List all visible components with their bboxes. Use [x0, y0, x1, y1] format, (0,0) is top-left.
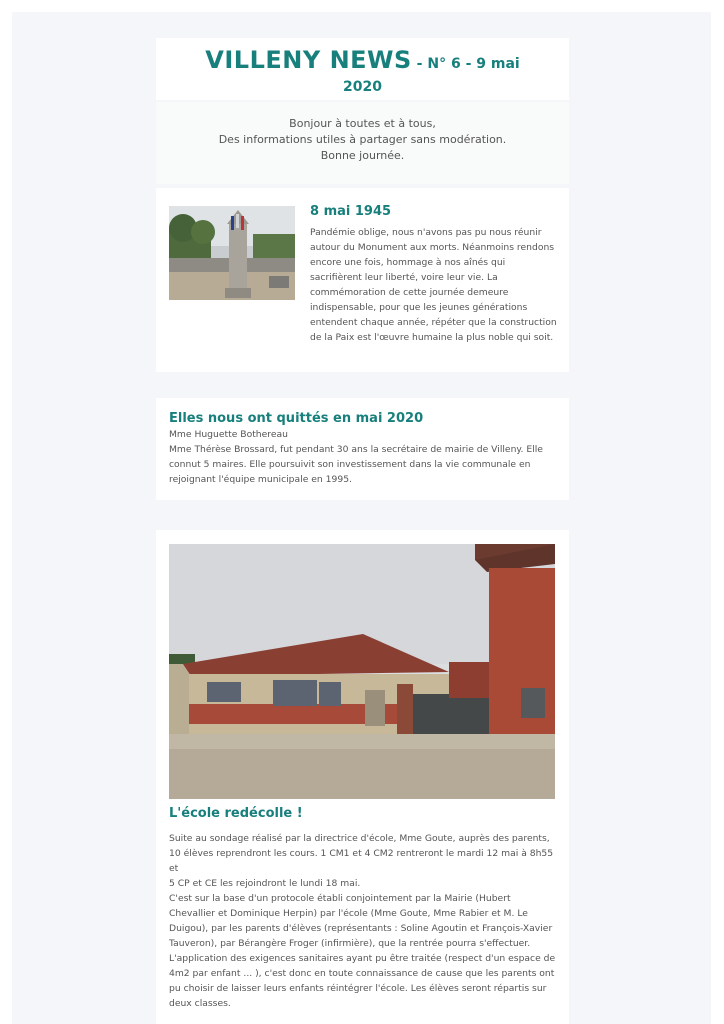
article-heading: L'école redécolle !	[169, 806, 303, 821]
monument-photo	[169, 206, 295, 300]
article-8-mai	[156, 188, 569, 372]
article-line-2: Mme Thérèse Brossard, fut pendant 30 ans la secrétaire de mairie de Villeny. Elle connut 5 maires. Elle poursuivit son investissement dans la vie communale en rejoignant l'équipe municipale en 1995.	[169, 444, 543, 485]
article-paragraph-1: Suite au sondage réalisé par la directrice d'école, Mme Goute, auprès des parents, 10 élèves reprendront les cours. 1 CM1 et 4 CM2 rentreront le mardi 12 mai à 8h55 et	[169, 833, 554, 874]
intro-line-2: Des informations utiles à partager sans modération.	[218, 133, 507, 146]
article-paragraph-3: C'est sur la base d'un protocole établi conjointement par la Mairie (Hubert Chevallier et Dominique Herpin) par l'école (Mme Goute, Mme Rabier et M. Le Duigou), par les parents d'élèves (représentants : Soline Agoutin et François-Xavier Tauveron), par Bérangère Froger (infirmière), que la rentrée pourra s'effectuer. L'application des exigences sanitaires ayant pu être traitée (respect d'un espace de 4m2 par enfant ... ), c'est donc en toute connaissance de cause que les parents ont pu choisir de laisser leurs enfants réintégrer l'école. Les élèves seront répartis sur deux classes.	[169, 893, 556, 1009]
school-photo	[169, 544, 555, 799]
title-main: VILLENY NEWS	[205, 46, 412, 74]
article-heading: Elles nous ont quittés en mai 2020	[169, 411, 424, 426]
article-obituaries	[156, 398, 569, 500]
intro-line-3: Bonne journée.	[320, 149, 405, 162]
article-text: Pandémie oblige, nous n'avons pas pu nous réunir autour du Monument aux morts. Néanmoins rendons encore une fois, hommage à nos aînés qui sacrifièrent leur liberté, voire leur vie. La commémoration de cette journée demeure indispensable, pour que les jeunes générations entendent chaque année, répéter que la construction de la Paix est l'œuvre humaine la plus noble qui soit.	[310, 227, 557, 343]
intro-block	[156, 102, 569, 184]
article-paragraph-2: 5 CP et CE les rejoindront le lundi 18 mai.	[169, 878, 361, 889]
title-year: 2020	[343, 79, 382, 95]
newsletter-title	[156, 46, 569, 78]
article-line-1: Mme Huguette Bothereau	[169, 429, 288, 440]
article-ecole	[156, 530, 569, 1024]
article-heading: 8 mai 1945	[310, 204, 392, 219]
title-issue: - N° 6 - 9 mai	[411, 56, 520, 72]
newsletter-header	[156, 38, 569, 100]
intro-line-1: Bonjour à toutes et à tous,	[289, 117, 436, 130]
